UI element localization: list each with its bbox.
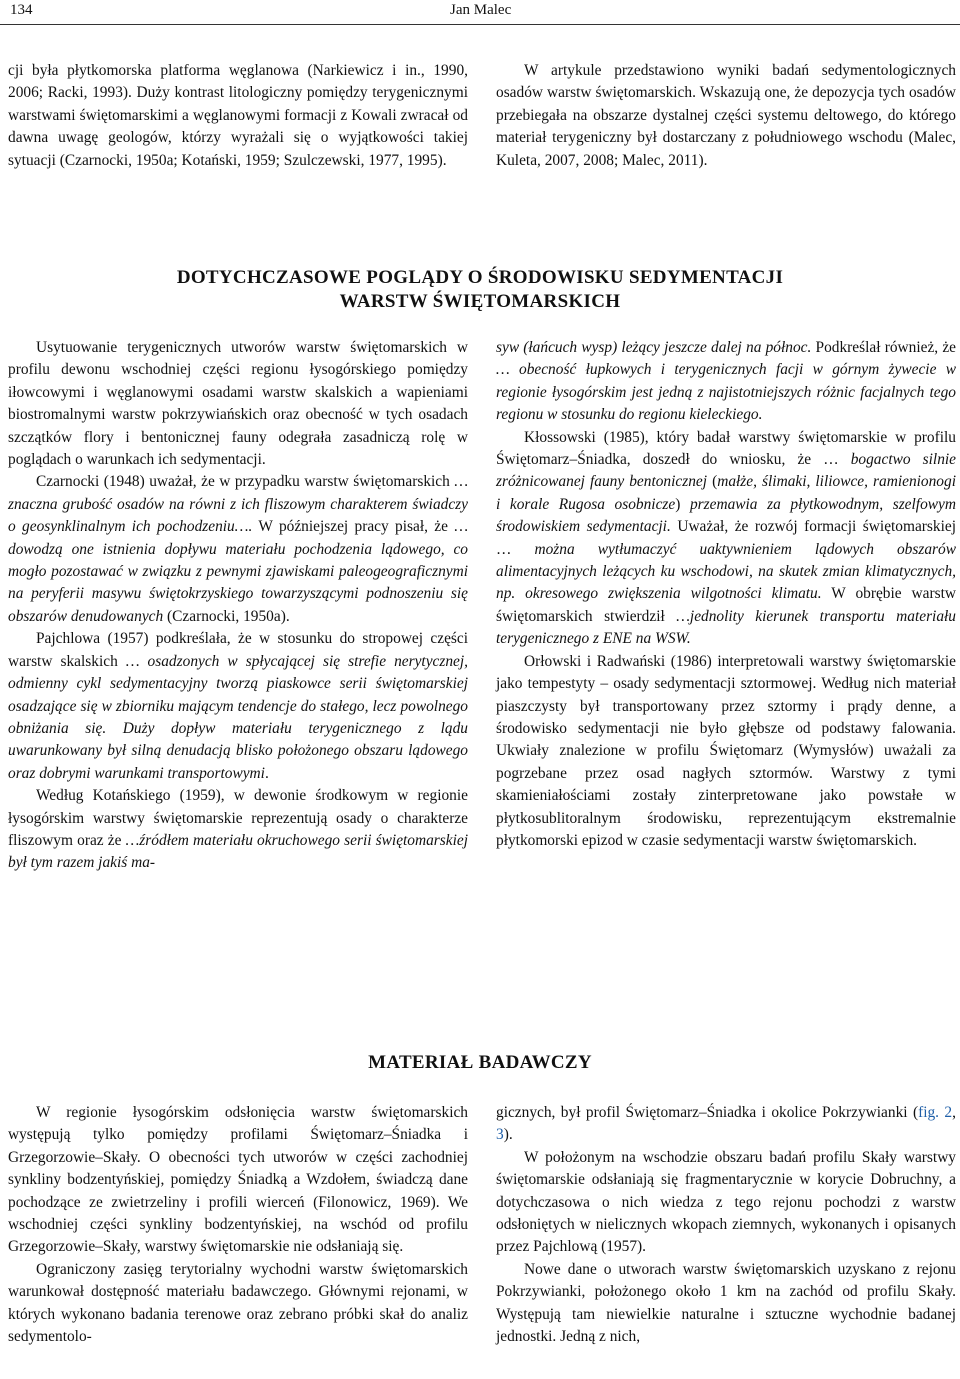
paragraph: Usytuowanie terygenicznych utworów warstw świętomarskich w profilu dewonu wschodniej części regionu łysogórskiego pomiędzy iłowcowymi i węglanowymi osadami warstw skalskich a wapieniami biostromalnymi warstw pokrzywiańskich oraz obecność w tych osadach szczątków flory i bentonicznej fauny odegrała zasadniczą rolę w poglądach o warunkach ich sedymentacji. [8,339,468,469]
figure-link-3[interactable]: 3 [496,1126,504,1144]
paragraph: Ograniczony zasięg terytorialny wychodni warstw świętomarskich warunkował dostępność materiału badawczego. Głównymi rejonami, w których wykonano badania terenowe oraz zebrano próbki skał do analiz sedymentolo- [8,1260,468,1346]
quote: …jednolity kierunek transportu materiału terygenicznego z ENE na WSW. [496,607,956,648]
section-heading-line: MATERIAŁ BADAWCZY [368,1052,592,1073]
text-run: (Czarnocki, 1950a). [163,607,290,625]
quote: … osadzonych w spłycającej się strefie nerytycznej, odmienny cykl sedymentacyjny tworzą piaskowce serii świętomarskiej osadzające się w zbiorniku mającym tendencje do stałego, lecz powolnego obniżania się. Duży dopływ materiału terygenicznego z lądu uwarunkowany był silną denudacją blisko położonego obszaru lądowego oraz dobrymi warunkami transportowymi [8,652,468,782]
quote: …dowodzą one istnienia dopływu materiału pochodzenia lądowego, co mogło pozostawać w związku z pewnymi zjawiskami paleogeograficznymi na peryferii masywu świętokrzyskiego towarzyszącymi podnoszeniu się obszarów denudowanych [8,518,469,625]
quote: można wytłumaczyć uaktywnieniem lądowych obszarów alimentacyjnych leżących ku wschodowi, na skutek zmian klimatycznych, np. okresowego zwiększenia wilgotności klimatu. [496,540,956,603]
section2-left-column [8,1102,468,1348]
quote: syw (łańcuch wysp) leżący jeszcze dalej na północ. [496,339,812,356]
text-run: Kłossowski (1985), który badał warstwy świętomarskie w profilu Świętomarz–Śniadka, doszedł do wniosku, że … [496,428,956,469]
quote: … obecność łupkowych i terygenicznych facji w górnym żywecie w regionie łysogórskim jest jedną z najistotniejszych różnic facjalnych tego regionu w stosunku do regionu kieleckiego. [496,361,956,424]
text-run: Podkreślał również, że [811,339,956,356]
text-run: W obrębie warstw świętomarskich stwierdził [496,585,956,625]
intro-right-paragraph: W artykule przedstawiono wyniki badań sedymentologicznych osadów warstw świętomarskich. Wskazują one, że depozycja tych osadów przebiegała na obszarze dystalnej części systemu deltowego, do którego materiał terygeniczny był dostarczany z południowego wschodu (Malec, Kuleta, 2007, 2008; Malec, 2011). [496,62,956,169]
page-number: 134 [10,2,33,18]
quote: …źródłem materiału okruchowego serii świętomarskiej był tym razem jakiś ma- [8,831,468,872]
quote: przemawia za płytkowodnym, szelfowym środowiskiem sedymentacji. [496,495,956,536]
section-heading-line-1: DOTYCHCZASOWE POGLĄDY O ŚRODOWISKU SEDYMENTACJI [176,267,784,288]
text-run: gicznych, był profil Świętomarz–Śniadka i okolice Pokrzywianki ( [496,1104,919,1121]
paragraph [8,471,468,628]
section1-left-column [8,337,468,875]
paragraph: W położonym na wschodzie obszaru badań profilu Skały warstwy świętomarskie odsłaniają się fragmentarycznie w korycie Dobruchny, a dotychczasowa o nich wiedza z tego rejonu pochodzi z warstw odsłoniętych w nielicznych wkopach ziemnych, wykonanych i opisanych przez Pajchlową (1957). [496,1148,956,1256]
paragraph: Nowe dane o utworach warstw świętomarskich uzyskano z rejonu Pokrzywianki, położonego około 1 km na zachód od profilu Skały. Występują tam niewielkie naturalne i sztuczne wychodnie badanej jednostki. Jedną z nich, [496,1260,956,1346]
text-run: Pajchlowa (1957) podkreślała, że w stosunku do stropowej części warstw skalskich [8,630,468,670]
paragraph: Orłowski i Radwański (1986) interpretowali warstwy świętomarskie jako tempestyty – osady sedymentacji sztormowej. Według nich materiał piaszczysty był transportowany przez sztormy i prądy denne, a środowisko sedymentacji nie było głębsze od podstawy falowania. Ukwiały znalezione w profilu Świętomarz (Wymysłów) uważali za pogrzebane przez osad nagłych sztormów. Warstwy z tymi skamieniałościami zostały zinterpretowane jako powstałe w płytkosublitoralnym środowisku, reprezentującym ekstremalnie płytkomorski epizod w czasie sedymentacji warstw świętomarskich. [496,652,956,849]
text-run: W późniejszej pracy pisał, że [252,518,455,536]
text-run: ). [503,1126,513,1144]
section-heading-material [0,1051,960,1075]
quote: bogactwo silnie zróżnicowanej fauny bentonicznej [496,451,956,491]
intro-right-column [496,60,956,172]
running-head-author: Jan Malec [450,2,512,18]
text-run: , [952,1104,956,1121]
intro-left-paragraph: cji była płytkomorska platforma węglanowa (Narkiewicz i in., 1990, 2006; Racki, 1993). Duży kontrast litologiczny pomiędzy terygenicznymi warstwami świętomarskimi a węglanowymi formacji z Kowali zwracał od dawna uwagę geologów, którzy wyrażali się o wyjątkowości takiej sytuacji (Czarnocki, 1950a; Kotański, 1959; Szulczewski, 1977, 1995). [8,62,468,169]
section-heading-views [0,266,960,314]
paragraph [8,785,468,875]
text-run: . [264,764,269,782]
quote: małże, ślimaki, liliowce, ramienionogi i korale Rugosa osobnicze [496,473,956,513]
section-heading-line-2: WARSTW ŚWIĘTOMARSKICH [339,291,621,312]
text-run: Czarnocki (1948) uważał, że w przypadku warstw świętomarskich [36,473,455,491]
header-rule [0,24,960,25]
quote: …znaczna grubość osadów na równi z ich fliszowym charakterem świadczy o geosynklinalnym ich pochodzeniu…. [8,473,468,536]
section2-right-column [496,1102,956,1348]
paragraph [496,1102,956,1147]
text-run: ) [675,495,690,513]
text-run: ( [707,473,718,491]
paragraph [496,337,956,427]
text-run: Według Kotańskiego (1959), w dewonie środkowym w regionie łysogórskim warstwy świętomarskie reprezentują osady o charakterze fliszowym oraz że [8,787,468,849]
intro-left-column [8,60,468,172]
paragraph: W regionie łysogórskim odsłonięcia warstw świętomarskich występują tylko pomiędzy profilami Świętomarz–Śniadka i Grzegorzowie–Skały. O obecności tych utworów w części zachodniej synkliny bodzentyńskiej, pomiędzy Śniadką a Wzdołem, świadczą dane pochodzące ze zwietrzeliny i profili wierceń (Filonowicz, 1969). We wschodniej części synkliny bodzentyńskiej, na wschód od profilu Grzegorzowie–Skały, warstwy świętomarskie nie odsłaniają się. [8,1104,468,1256]
figure-link-2[interactable]: fig. 2 [918,1104,953,1121]
text-run: Uważał, że rozwój formacji świętomarskiej … [496,518,956,558]
paragraph [8,628,468,785]
section1-right-column [496,337,956,852]
page-header [0,0,960,22]
paragraph [496,427,956,651]
